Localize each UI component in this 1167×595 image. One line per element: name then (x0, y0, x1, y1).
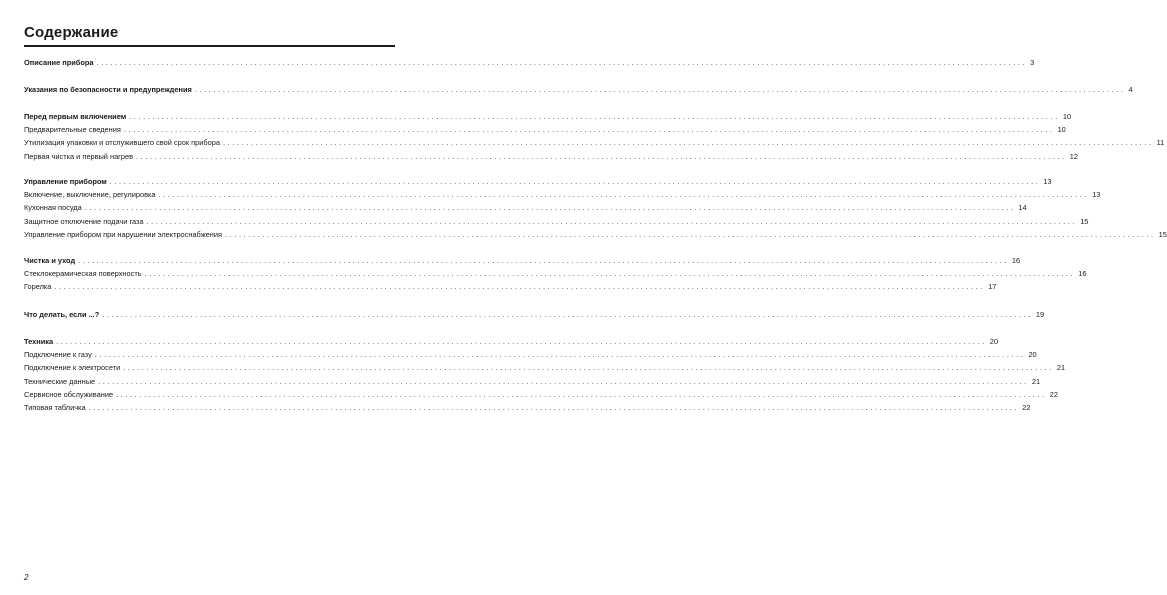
entry-title: Типовая табличка (24, 403, 86, 412)
dot-leader: ........................................................................................................................................................................................................ (96, 58, 1028, 67)
dot-leader: ........................................................................................................................................................................................................ (88, 403, 1020, 412)
toc-entry (24, 402, 1031, 413)
title-divider (24, 45, 395, 47)
dot-leader: ........................................................................................................................................................................................................ (54, 282, 986, 292)
dot-leader: ........................................................................................................................................................................................................ (224, 229, 1156, 239)
dot-leader: ........................................................................................................................................................................................................ (102, 310, 1033, 319)
toc-entry (24, 349, 1037, 360)
dot-leader: ........................................................................................................................................................................................................ (84, 203, 1016, 213)
dot-leader: ........................................................................................................................................................................................................ (136, 151, 1067, 161)
page-ref: 17 (988, 282, 997, 292)
entry-title: Сервисное обслуживание (24, 389, 114, 399)
dot-leader: ........................................................................................................................................................................................................ (98, 376, 1029, 386)
toc-section (24, 57, 1035, 68)
page-title: Содержание (24, 24, 119, 41)
toc-entry (24, 124, 1066, 135)
section-title: Перед первым включением (24, 112, 127, 121)
dot-leader: ........................................................................................................................................................................................................ (94, 350, 1026, 360)
entry-title: Технические данные (24, 376, 96, 386)
page-number: 2 (24, 573, 29, 582)
entry-title: Управление прибором при нарушении электроснабжения (24, 229, 222, 239)
dot-leader: ........................................................................................................................................................................................................ (123, 125, 1055, 135)
entry-title: Утилизация упаковки и отслужившего свой срок прибора (24, 138, 220, 148)
page-ref: 20 (989, 337, 998, 346)
toc-section (24, 309, 1045, 320)
entry-title: Кухонная посуда (24, 203, 82, 213)
page-ref: 21 (1031, 376, 1041, 386)
toc-entry (24, 151, 1078, 162)
dot-leader: ........................................................................................................................................................................................................ (222, 138, 1154, 148)
toc-entry (24, 137, 1165, 148)
section-title: Управление прибором (24, 177, 107, 186)
dot-leader: ........................................................................................................................................................................................................ (116, 389, 1047, 399)
toc-entry (24, 389, 1058, 400)
page-ref: 13 (1092, 190, 1101, 200)
toc-entry (24, 216, 1089, 227)
dot-leader: ........................................................................................................................................................................................................ (78, 256, 1009, 265)
entry-title: Подключение к электросети (24, 363, 121, 373)
dot-leader: ........................................................................................................................................................................................................ (144, 269, 1076, 279)
page-ref: 13 (1043, 177, 1052, 186)
toc-section (24, 336, 998, 347)
dot-leader: ........................................................................................................................................................................................................ (56, 337, 987, 346)
page-ref: 16 (1078, 269, 1087, 279)
section-title: Указания по безопасности и предупреждения (24, 85, 192, 94)
dot-leader: ........................................................................................................................................................................................................ (146, 216, 1078, 226)
entry-title: Подключение к газу (24, 350, 92, 360)
entry-title: Включение, выключение, регулировка (24, 190, 156, 200)
page-ref: 12 (1069, 151, 1078, 161)
entry-title: Первая чистка и первый нагрев (24, 151, 134, 161)
entry-title: Стеклокерамическая поверхность (24, 269, 142, 279)
toc-entry (24, 229, 1167, 240)
dot-leader: ........................................................................................................................................................................................................ (194, 85, 1126, 94)
page-ref: 19 (1035, 310, 1045, 319)
page-ref: 15 (1158, 229, 1167, 239)
toc-section (24, 111, 1072, 122)
toc-section (24, 255, 1021, 266)
dot-leader: ........................................................................................................................................................................................................ (109, 177, 1041, 186)
dot-leader: ........................................................................................................................................................................................................ (158, 190, 1090, 200)
toc-entry (24, 268, 1087, 279)
page-ref: 10 (1062, 112, 1072, 121)
dot-leader: ........................................................................................................................................................................................................ (123, 363, 1054, 373)
page-ref: 15 (1080, 216, 1089, 226)
page-ref: 22 (1022, 403, 1031, 412)
section-title: Чистка и уход (24, 256, 76, 265)
toc-section (24, 176, 1052, 187)
entry-title: Горелка (24, 282, 52, 292)
page-ref: 16 (1011, 256, 1021, 265)
toc-entry (24, 362, 1066, 373)
page-ref: 21 (1056, 363, 1066, 373)
page-ref: 20 (1028, 350, 1037, 360)
toc-entry (24, 189, 1101, 200)
page-ref: 4 (1128, 85, 1133, 94)
page-ref: 22 (1049, 389, 1058, 399)
page-ref: 14 (1018, 203, 1027, 213)
entry-title: Защитное отключение подачи газа (24, 216, 144, 226)
toc-entry (24, 202, 1027, 213)
page-ref: 10 (1057, 125, 1066, 135)
toc-entry (24, 281, 997, 292)
toc-section (24, 84, 1133, 95)
toc-entry (24, 376, 1041, 387)
section-title: Описание прибора (24, 58, 94, 67)
section-title: Что делать, если ...? (24, 310, 100, 319)
section-title: Техника (24, 337, 54, 346)
page-ref: 3 (1030, 58, 1035, 67)
dot-leader: ........................................................................................................................................................................................................ (129, 112, 1060, 121)
entry-title: Предварительные сведения (24, 125, 121, 135)
page-ref: 11 (1156, 138, 1165, 148)
